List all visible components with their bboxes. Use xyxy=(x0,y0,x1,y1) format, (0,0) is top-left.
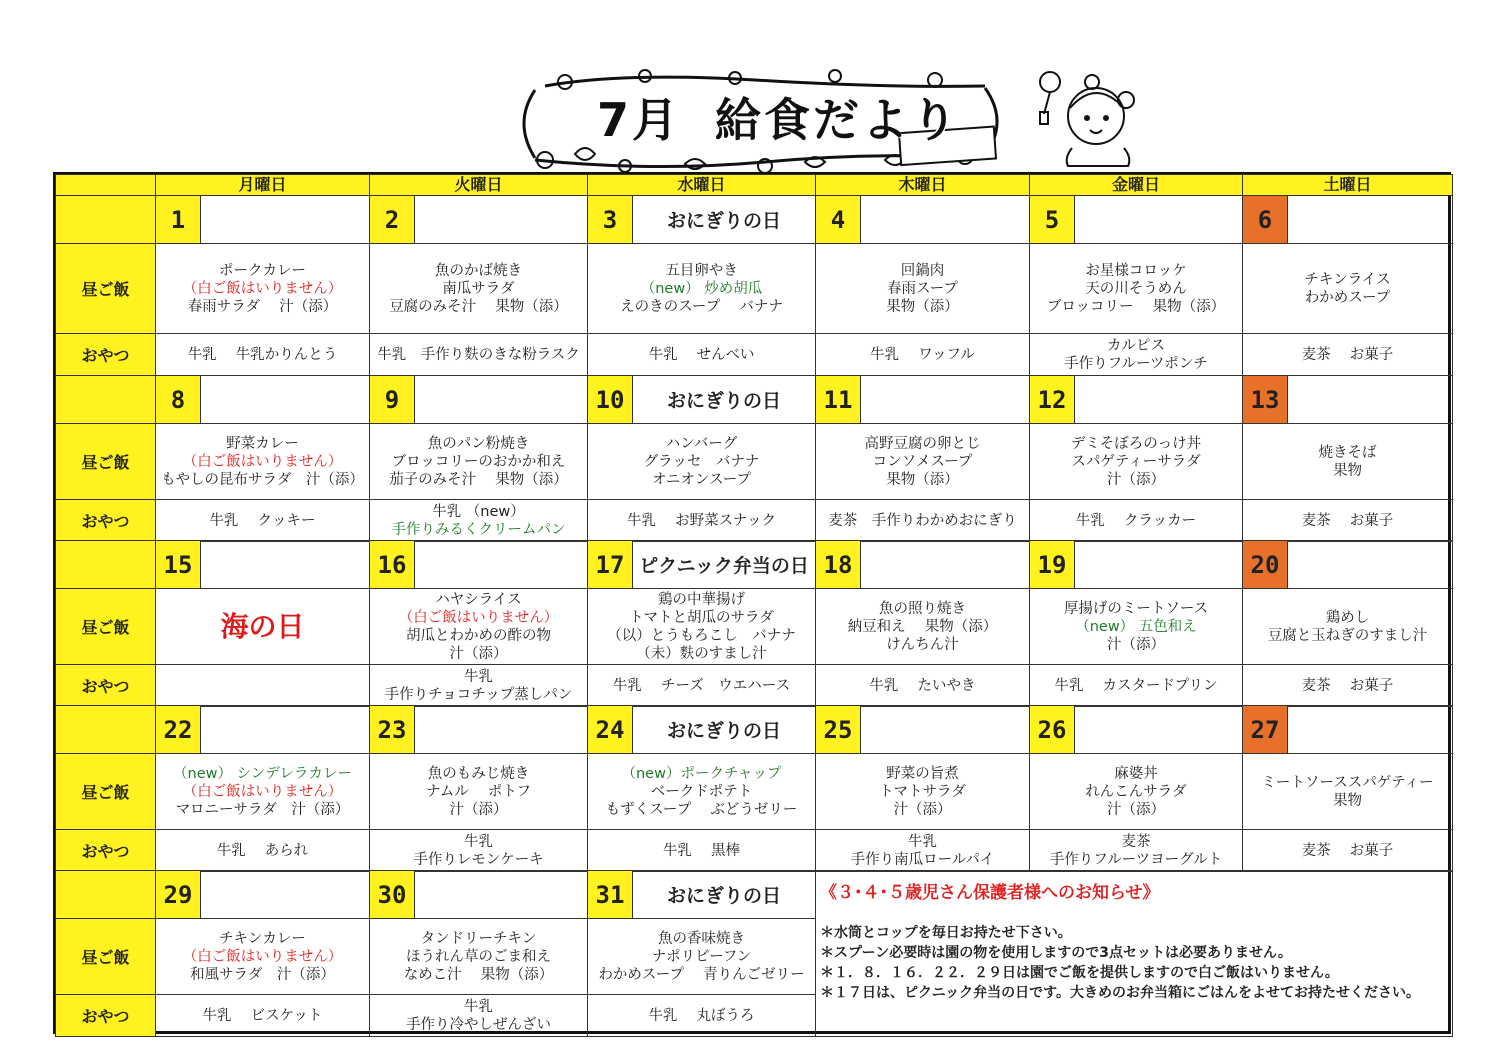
lunch-menu-cell xyxy=(1029,423,1243,500)
snack-line: 牛乳 ビスケット xyxy=(202,1007,323,1024)
snack-line: カルピス xyxy=(1107,337,1165,354)
menu-line: 納豆和え 果物（添） xyxy=(847,618,998,635)
snack-line: 手作り南瓜ロールパイ xyxy=(850,851,995,868)
menu-line: ナポリビーフン xyxy=(651,948,752,965)
event-label: おにぎりの日 xyxy=(632,705,816,754)
snack-line: 牛乳 xyxy=(464,668,493,685)
snack-line: 牛乳 xyxy=(464,833,493,850)
snack-line: 牛乳 たいやき xyxy=(869,677,976,694)
snack-label: おやつ xyxy=(55,499,156,542)
snack-cell xyxy=(1029,664,1243,707)
menu-line: スパゲティーサラダ xyxy=(1071,453,1201,470)
week-side-cell xyxy=(55,375,156,424)
menu-line: 胡瓜とわかめの酢の物 xyxy=(406,627,551,644)
menu-line: もやしの昆布サラダ 汁（添） xyxy=(161,471,364,488)
lunch-menu-cell xyxy=(369,588,588,665)
day-header: 木曜日 xyxy=(815,174,1030,196)
menu-line: 汁（添） xyxy=(1107,471,1165,488)
date-number: 19 xyxy=(1029,540,1075,589)
snack-line: 手作りフルーツポンチ xyxy=(1064,355,1208,372)
day-header: 月曜日 xyxy=(155,174,370,196)
menu-line: れんこんサラダ xyxy=(1085,783,1187,800)
day-header: 土曜日 xyxy=(1242,174,1453,196)
week-side-cell xyxy=(55,870,156,919)
event-label: ピクニック弁当の日 xyxy=(632,540,816,589)
snack-cell xyxy=(155,499,370,542)
lunch-menu-cell xyxy=(155,243,370,334)
snack-line: 手作りレモンケーキ xyxy=(413,851,544,868)
snack-line: 手作りフルーツヨーグルト xyxy=(1049,851,1223,868)
snack-cell xyxy=(587,664,816,707)
day-header: 金曜日 xyxy=(1029,174,1243,196)
lunch-menu-cell xyxy=(587,588,816,665)
notice-box xyxy=(812,868,1450,1031)
menu-line: トマトサラダ xyxy=(879,783,966,800)
day-header: 火曜日 xyxy=(369,174,588,196)
menu-line: 汁（添） xyxy=(449,801,508,818)
date-number: 8 xyxy=(155,375,201,424)
snack-line: 牛乳 ワッフル xyxy=(870,346,975,363)
corner-cell xyxy=(55,174,156,196)
lunch-menu-cell xyxy=(1029,243,1243,334)
menu-line: （new）ポークチャップ xyxy=(621,765,782,782)
snack-cell xyxy=(587,994,816,1037)
date-number: 4 xyxy=(815,195,861,244)
menu-line: ベークドポテト xyxy=(650,783,753,800)
menu-line: コンソメスープ xyxy=(872,453,973,470)
date-number: 30 xyxy=(369,870,415,919)
lunch-menu-cell xyxy=(815,423,1030,500)
date-number: 26 xyxy=(1029,705,1075,754)
snack-cell xyxy=(587,829,816,872)
snack-cell xyxy=(1029,829,1243,872)
date-number: 22 xyxy=(155,705,201,754)
lunch-label: 昼ご飯 xyxy=(55,918,156,995)
lunch-menu-cell xyxy=(1242,423,1453,500)
menu-line: わかめスープ 青りんごゼリー xyxy=(598,966,805,983)
snack-line: 牛乳 あられ xyxy=(216,842,309,859)
menu-line: 果物（添） xyxy=(886,471,959,488)
title-text: 給食だより xyxy=(715,93,961,147)
menu-line: （白ご飯はいりません） xyxy=(182,280,343,297)
event-label: おにぎりの日 xyxy=(632,195,816,244)
date-number: 13 xyxy=(1242,375,1288,424)
snack-cell xyxy=(369,333,588,376)
snack-line: 麦茶 xyxy=(1121,833,1151,850)
week-side-cell xyxy=(55,195,156,244)
day-header: 水曜日 xyxy=(587,174,816,196)
date-number: 15 xyxy=(155,540,201,589)
date-number: 1 xyxy=(155,195,201,244)
menu-line: （白ご飯はいりません） xyxy=(182,948,343,965)
lunch-menu-cell xyxy=(155,753,370,830)
menu-line: ポークカレー xyxy=(219,262,306,279)
menu-line: （白ご飯はいりません） xyxy=(398,609,559,626)
menu-line: 五目卵やき xyxy=(665,262,738,279)
menu-line: 魚のかば焼き xyxy=(435,262,522,279)
menu-line: 鶏めし xyxy=(1325,609,1370,626)
menu-line: 果物 xyxy=(1333,462,1362,479)
date-number: 16 xyxy=(369,540,415,589)
menu-line: （以）とうもろこし バナナ xyxy=(607,627,796,644)
snack-cell xyxy=(587,333,816,376)
lunch-menu-cell xyxy=(369,243,588,334)
title-banner xyxy=(505,68,1020,174)
event-label: おにぎりの日 xyxy=(632,870,816,919)
menu-line: 魚のパン粉焼き xyxy=(427,435,530,452)
date-number: 27 xyxy=(1242,705,1288,754)
lunch-menu-cell xyxy=(155,918,370,995)
menu-line: チキンライス xyxy=(1304,271,1391,288)
menu-line: （白ご飯はいりません） xyxy=(182,453,343,470)
menu-line: ほうれん草のごま和え xyxy=(406,948,551,965)
lunch-menu-cell xyxy=(815,753,1030,830)
snack-cell xyxy=(155,829,370,872)
lunch-menu-cell xyxy=(815,588,1030,665)
snack-line: 麦茶 お菓子 xyxy=(1301,842,1394,859)
snack-cell xyxy=(369,664,588,707)
notice-line: ＊水筒とコップを毎日お持たせ下さい。 xyxy=(820,925,1072,941)
notice-line: ＊１．８．１６．２２．２９日は園でご飯を提供しますので白ご飯はいりません。 xyxy=(820,965,1339,981)
menu-line: 高野豆腐の卵とじ xyxy=(864,435,981,452)
date-number: 5 xyxy=(1029,195,1075,244)
lunch-menu-cell xyxy=(587,243,816,334)
snack-cell xyxy=(369,994,588,1037)
menu-line: デミそぼろのっけ丼 xyxy=(1070,435,1202,452)
lunch-menu-cell xyxy=(1029,753,1243,830)
menu-line: （未）麩のすまし汁 xyxy=(636,645,767,662)
menu-line: ブロッコリー 果物（添） xyxy=(1046,298,1226,315)
snack-cell xyxy=(815,333,1030,376)
snack-cell xyxy=(1242,829,1453,872)
lunch-menu-cell xyxy=(1029,588,1243,665)
menu-line: ハヤシライス xyxy=(435,591,522,608)
lunch-label: 昼ご飯 xyxy=(55,588,156,665)
menu-line: トマトと胡瓜のサラダ xyxy=(629,609,774,626)
snack-cell xyxy=(369,499,588,542)
date-number: 2 xyxy=(369,195,415,244)
girl-illustration-icon xyxy=(1030,68,1140,168)
lunch-menu-cell xyxy=(369,918,588,995)
snack-line: 麦茶 手作りわかめおにぎり xyxy=(828,512,1017,529)
menu-line: 麻婆丼 xyxy=(1114,765,1158,782)
menu-line: 南瓜サラダ xyxy=(442,280,515,297)
menu-line: （白ご飯はいりません） xyxy=(182,783,343,800)
snack-line: 麦茶 お菓子 xyxy=(1301,512,1394,529)
snack-label: おやつ xyxy=(55,994,156,1037)
snack-cell xyxy=(369,829,588,872)
snack-line: 手作りチョコチップ蒸しパン xyxy=(384,686,573,703)
menu-line: 焼きそば xyxy=(1318,444,1377,461)
holiday-cell xyxy=(155,588,370,665)
snack-line: 牛乳 クラッカー xyxy=(1075,512,1197,529)
snack-line: 牛乳 チーズ ウエハース xyxy=(612,677,791,694)
date-number: 12 xyxy=(1029,375,1075,424)
menu-line: グラッセ バナナ xyxy=(643,453,760,470)
menu-line: オニオンスープ xyxy=(651,471,752,488)
date-number: 23 xyxy=(369,705,415,754)
date-number: 3 xyxy=(587,195,633,244)
menu-line: 春雨スープ xyxy=(886,280,959,297)
date-number: 9 xyxy=(369,375,415,424)
menu-line: 厚揚げのミートソース xyxy=(1063,600,1209,617)
snack-cell xyxy=(1029,333,1243,376)
date-number: 11 xyxy=(815,375,861,424)
lunch-label: 昼ご飯 xyxy=(55,753,156,830)
menu-line: 汁（添） xyxy=(449,645,508,662)
week-side-cell xyxy=(55,705,156,754)
week-side-cell xyxy=(55,540,156,589)
date-number: 20 xyxy=(1242,540,1288,589)
lunch-menu-cell xyxy=(369,753,588,830)
menu-line: （new） 炒め胡瓜 xyxy=(640,280,763,297)
notice-line: ＊スプーン必要時は園の物を使用しますので3点セットは必要ありません。 xyxy=(820,945,1292,961)
snack-line: 牛乳 牛乳かりんとう xyxy=(187,346,338,363)
lunch-menu-cell xyxy=(587,753,816,830)
menu-line: 豆腐のみそ汁 果物（添） xyxy=(389,298,568,315)
menu-line: お星様コロッケ xyxy=(1085,262,1187,279)
snack-cell xyxy=(155,994,370,1037)
menu-line: なめこ汁 果物（添） xyxy=(403,966,554,983)
lunch-menu-cell xyxy=(1242,753,1453,830)
menu-line: タンドリーチキン xyxy=(420,930,537,947)
menu-line: けんちん汁 xyxy=(886,636,959,653)
lunch-menu-cell xyxy=(155,423,370,500)
event-label: おにぎりの日 xyxy=(632,375,816,424)
menu-line: （new） シンデレラカレー xyxy=(173,765,352,782)
menu-line: えのきのスープ バナナ xyxy=(620,298,783,315)
menu-line: 果物 xyxy=(1333,792,1362,809)
snack-line: 麦茶 お菓子 xyxy=(1301,346,1394,363)
holiday-label: 海の日 xyxy=(220,609,305,643)
snack-cell xyxy=(815,664,1030,707)
lunch-label: 昼ご飯 xyxy=(55,423,156,500)
snack-line: 牛乳 お野菜スナック xyxy=(626,512,777,529)
snack-cell xyxy=(1242,664,1453,707)
menu-line: 汁（添） xyxy=(893,801,952,818)
menu-line: 和風サラダ 汁（添） xyxy=(190,966,335,983)
menu-line: 汁（添） xyxy=(1107,801,1165,818)
menu-line: 野菜の旨煮 xyxy=(886,765,959,782)
snack-cell xyxy=(1242,499,1453,542)
menu-line: 鶏の中華揚げ xyxy=(658,591,745,608)
lunch-menu-cell xyxy=(1242,243,1453,334)
menu-line: （new） 五色和え xyxy=(1075,618,1197,635)
menu-line: マロニーサラダ 汁（添） xyxy=(175,801,350,818)
menu-line: 果物（添） xyxy=(886,298,959,315)
snack-cell xyxy=(155,333,370,376)
menu-line: 汁（添） xyxy=(1107,636,1165,653)
lunch-label: 昼ご飯 xyxy=(55,243,156,334)
snack-cell xyxy=(815,829,1030,872)
snack-line: 牛乳 クッキー xyxy=(209,512,316,529)
menu-line: ブロッコリーのおかか和え xyxy=(391,453,566,470)
menu-line: 魚の照り焼き xyxy=(879,600,966,617)
menu-line: チキンカレー xyxy=(219,930,306,947)
menu-line: ミートソーススパゲティー xyxy=(1261,774,1434,791)
menu-line: 魚のもみじ焼き xyxy=(427,765,530,782)
menu-line: 天の川そうめん xyxy=(1085,280,1187,297)
menu-line: ナムル ポトフ xyxy=(426,783,531,800)
menu-line: 魚の香味焼き xyxy=(658,930,745,947)
snack-line: 牛乳 手作り麩のきな粉ラスク xyxy=(377,346,580,363)
date-number: 31 xyxy=(587,870,633,919)
notice-title: 《３･４･５歳児さん保護者様へのお知らせ》 xyxy=(820,883,1160,903)
snack-label: おやつ xyxy=(55,664,156,707)
menu-line: 豆腐と玉ねぎのすまし汁 xyxy=(1267,627,1428,644)
date-number: 24 xyxy=(587,705,633,754)
menu-line: わかめスープ xyxy=(1304,289,1391,306)
date-number: 18 xyxy=(815,540,861,589)
date-number: 25 xyxy=(815,705,861,754)
snack-line: 牛乳 黒棒 xyxy=(662,842,741,859)
snack-line: 牛乳 xyxy=(908,833,937,850)
menu-line: 春雨サラダ 汁（添） xyxy=(187,298,338,315)
snack-line: 麦茶 お菓子 xyxy=(1301,677,1394,694)
snack-label: おやつ xyxy=(55,333,156,376)
lunch-menu-cell xyxy=(587,423,816,500)
date-number: 29 xyxy=(155,870,201,919)
snack-cell xyxy=(587,499,816,542)
menu-line: もずくスープ ぶどうゼリー xyxy=(605,801,798,818)
title-month: 7月 xyxy=(597,93,682,147)
snack-line: 牛乳 丸ぼうろ xyxy=(648,1007,755,1024)
lunch-menu-cell xyxy=(1242,588,1453,665)
snack-line: 手作り冷やしぜんざい xyxy=(406,1016,551,1033)
menu-line: 回鍋肉 xyxy=(900,262,945,279)
menu-line: ハンバーグ xyxy=(665,435,738,452)
snack-line: 手作りみるくクリームパン xyxy=(391,521,566,538)
date-number: 10 xyxy=(587,375,633,424)
lunch-menu-cell xyxy=(587,918,816,995)
snack-line: 牛乳 カスタードプリン xyxy=(1054,677,1218,694)
menu-line: 野菜カレー xyxy=(226,435,299,452)
lunch-menu-cell xyxy=(369,423,588,500)
snack-cell xyxy=(155,664,370,707)
snack-cell xyxy=(815,499,1030,542)
snack-cell xyxy=(1029,499,1243,542)
menu-line: 茄子のみそ汁 果物（添） xyxy=(389,471,568,488)
snack-label: おやつ xyxy=(55,829,156,872)
notice-line: ＊１７日は、ピクニック弁当の日です。大きめのお弁当箱にごはんをよせてお持たせください。 xyxy=(820,985,1421,1001)
lunch-menu-cell xyxy=(815,243,1030,334)
snack-line: 牛乳 （new） xyxy=(432,503,525,520)
page-title xyxy=(597,84,960,150)
snack-line: 牛乳 xyxy=(464,998,493,1015)
snack-cell xyxy=(1242,333,1453,376)
snack-line: 牛乳 せんべい xyxy=(648,346,755,363)
date-number: 17 xyxy=(587,540,633,589)
date-number: 6 xyxy=(1242,195,1288,244)
